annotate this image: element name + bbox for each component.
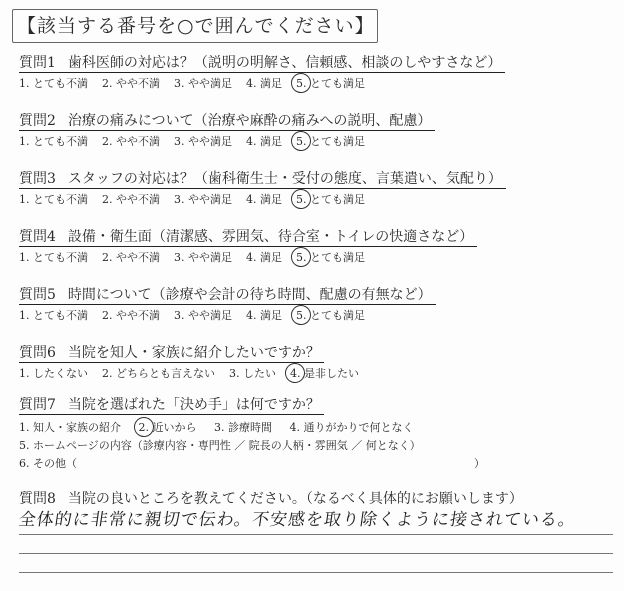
option-row-2[interactable]: 5. ホームページの内容（診療内容・専門性 ／ 院長の人柄・雰囲気 ／ 何となく） [19,439,421,452]
question-text: 当院を知人・家族に紹介したいですか？ [67,345,320,361]
option[interactable]: 2. やや不満 [102,193,160,206]
answer-lines [19,510,613,591]
option[interactable]: 3. やや満足 [174,251,232,264]
instruction-header: 【該当する番号を○で囲んでください】 [12,9,378,43]
question-title [19,228,477,247]
option[interactable]: 4. 通りがかりで何となく [289,421,414,434]
question-number: 質問7 [19,397,56,413]
question-text: 時間について（診療や会計の待ち時間、配慮の有無など） [67,287,432,303]
option[interactable]: 4. 満足 [246,251,282,264]
option[interactable]: 4. 満足 [246,193,282,206]
question-6 [19,342,619,381]
options [19,77,619,91]
option[interactable]: 1. したくない [19,367,88,380]
option[interactable]: 2. やや不満 [102,77,160,90]
option[interactable]: 3. したい [229,367,276,380]
option[interactable]: 4. 満足 [246,135,282,148]
question-title [19,344,324,363]
option[interactable]: 1. とても不満 [19,251,88,264]
option-selected[interactable]: 5. とても満足 [296,193,365,206]
question-text: 当院の良いところを教えてください。（なるべく具体的にお願いします） [67,491,523,507]
question-7 [19,394,619,473]
option-selected[interactable]: 2. 近いから [138,421,197,434]
options [19,193,619,207]
question-title [19,112,435,131]
option[interactable]: 1. とても不満 [19,135,88,148]
option[interactable]: 1. とても不満 [19,77,88,90]
question-number: 質問8 [19,491,56,507]
option-selected[interactable]: 5. とても満足 [296,309,365,322]
answer-line [19,553,613,554]
question-text: スタッフの対応は？（歯科衛生士・受付の態度、言葉遣い、気配り） [67,171,502,187]
option[interactable]: 3. 診療時間 [214,421,272,434]
question-title [19,170,506,189]
option-selected[interactable]: 5. とても満足 [296,135,365,148]
options [19,251,619,265]
option-selected[interactable]: 5. とても満足 [296,77,365,90]
option-selected[interactable]: 5. とても満足 [296,251,365,264]
option-row-1 [19,419,619,437]
question-title [19,54,505,73]
option[interactable]: 3. やや満足 [174,135,232,148]
question-title [19,286,436,305]
question-3 [19,168,619,207]
question-text: 当院を選ばれた「決め手」は何ですか？ [67,397,320,413]
options [19,419,619,473]
answer-line [19,534,613,535]
option-other-close: ） [474,457,485,470]
question-title [19,396,324,415]
option[interactable]: 3. やや満足 [174,77,232,90]
question-number: 質問5 [19,287,56,303]
question-4 [19,226,619,265]
option-selected[interactable]: 4. 是非したい [290,367,359,380]
question-number: 質問1 [19,55,56,71]
question-number: 質問3 [19,171,56,187]
option[interactable]: 4. 満足 [246,77,282,90]
options [19,367,619,381]
question-number: 質問4 [19,229,56,245]
option[interactable]: 3. やや満足 [174,193,232,206]
question-1 [19,52,619,91]
question-5 [19,284,619,323]
handwritten-answer[interactable]: 全体的に非常に親切で伝わ。不安感を取り除くように接されている。 [17,510,578,530]
question-number: 質問6 [19,345,56,361]
option[interactable]: 1. 知人・家族の紹介 [19,421,121,434]
question-text: 歯科医師の対応は？（説明の明解さ、信頼感、相談のしやすさなど） [67,55,502,71]
option[interactable]: 4. 満足 [246,309,282,322]
option[interactable]: 3. やや満足 [174,309,232,322]
option[interactable]: 2. どちらとも言えない [102,367,215,380]
question-text: 治療の痛みについて（治療や麻酔の痛みへの説明、配慮） [67,113,432,129]
options [19,309,619,323]
option[interactable]: 1. とても不満 [19,193,88,206]
option[interactable]: 2. やや不満 [102,309,160,322]
question-text: 設備・衛生面（清潔感、雰囲気、待合室・トイレの快適さなど） [67,229,474,245]
option[interactable]: 2. やや不満 [102,251,160,264]
option[interactable]: 2. やや不満 [102,135,160,148]
option-row-3 [19,455,619,473]
question-number: 質問2 [19,113,56,129]
question-2 [19,110,619,149]
answer-line [19,572,613,573]
option-other[interactable]: 6. その他（ [19,457,77,470]
options [19,135,619,149]
option[interactable]: 1. とても不満 [19,309,88,322]
